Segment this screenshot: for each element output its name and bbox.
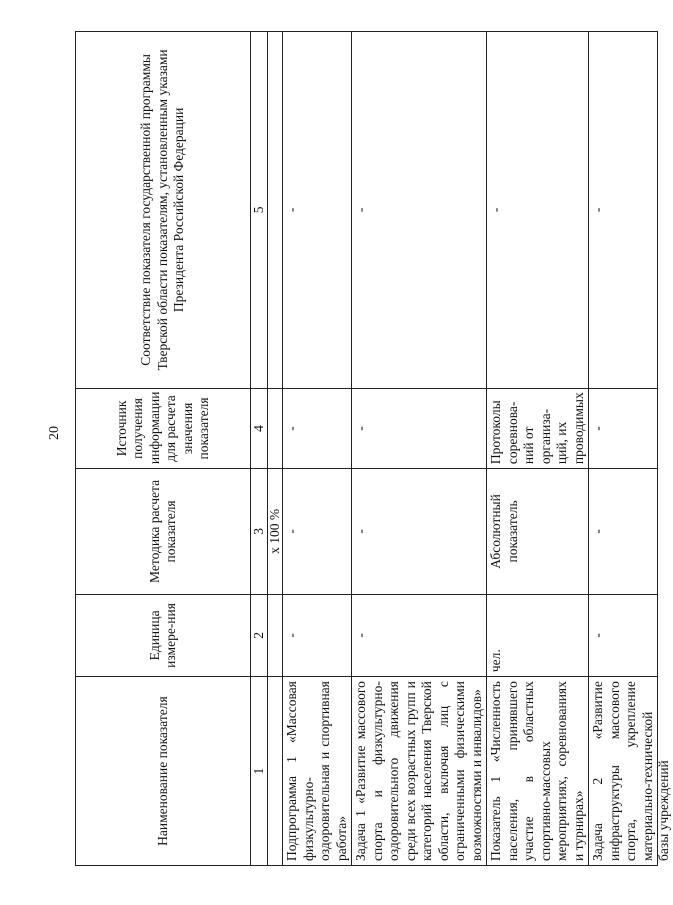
table-cell [268, 388, 283, 468]
correspondence-cell: - [487, 32, 589, 389]
source-cell: - [589, 388, 658, 468]
table-cell [268, 594, 283, 676]
indicator-name-cell [589, 677, 671, 866]
method-cell: - [589, 469, 658, 595]
method-cell: - [352, 469, 487, 595]
correspondence-cell: - [589, 32, 658, 389]
correspondence-cell: - [283, 32, 352, 389]
unit-cell: - [283, 594, 352, 676]
column-number-row [251, 32, 268, 866]
column-number: 5 [251, 32, 268, 389]
indicator-name-cell: Показатель 1 «Численность населения, принявшего участие в областных спортивно-массовых мероприятиях, соревнованиях и турнирах» [487, 677, 589, 866]
table-row [283, 32, 352, 866]
source-cell: - [283, 388, 352, 468]
column-number: 1 [251, 677, 268, 866]
continuation-row [268, 32, 283, 866]
unit-cell: - [589, 594, 658, 676]
correspondence-cell: - [352, 32, 487, 389]
header-unit: Единица измере-ния [76, 594, 251, 676]
indicators-table [75, 31, 671, 866]
unit-cell: чел. [487, 594, 589, 676]
header-source: Источник получения информации для расчета значения показателя [76, 388, 251, 468]
formula-cell: х 100 % [268, 469, 283, 595]
method-cell: Абсолютный показатель [487, 469, 589, 595]
page-number: 20 [47, 426, 62, 440]
source-cell: Протоколы соревнова-ний от организа-ций, их проводимых [487, 388, 589, 468]
table-row [589, 32, 658, 866]
header-indicator-name: Наименование показателя [76, 677, 251, 866]
method-cell: - [283, 469, 352, 595]
rotated-page-content [75, 26, 671, 866]
table-row [352, 32, 487, 866]
indicator-name-cell: Задача 1 «Развитие массового спорта и физкультурно-оздоровительного движения среди всех возрастных групп и категорий населения Тверской области, включая лиц с ограниченными физическими возможностями и инвалидов» [352, 677, 487, 866]
table-cell [268, 32, 283, 389]
indicator-name-cell: Подпрограмма 1 «Массовая физкультурно-оздоровительная и спортивная работа» [283, 677, 352, 866]
header-method: Методика расчета показателя [76, 469, 251, 595]
source-cell: - [352, 388, 487, 468]
table-row [487, 32, 589, 866]
header-correspondence: Соответствие показателя государственной программы Тверской области показателям, установленным указами Президента Российской Федерации [76, 32, 251, 389]
header-row [76, 32, 251, 866]
column-number: 2 [251, 594, 268, 676]
indicator-name-text: Задача 2 «Развитие инфраструктуры массового спорта, укрепление материально-технической базы учреждений [590, 681, 671, 861]
column-number: 4 [251, 388, 268, 468]
table-cell [268, 677, 283, 866]
unit-cell: - [352, 594, 487, 676]
column-number: 3 [251, 469, 268, 595]
